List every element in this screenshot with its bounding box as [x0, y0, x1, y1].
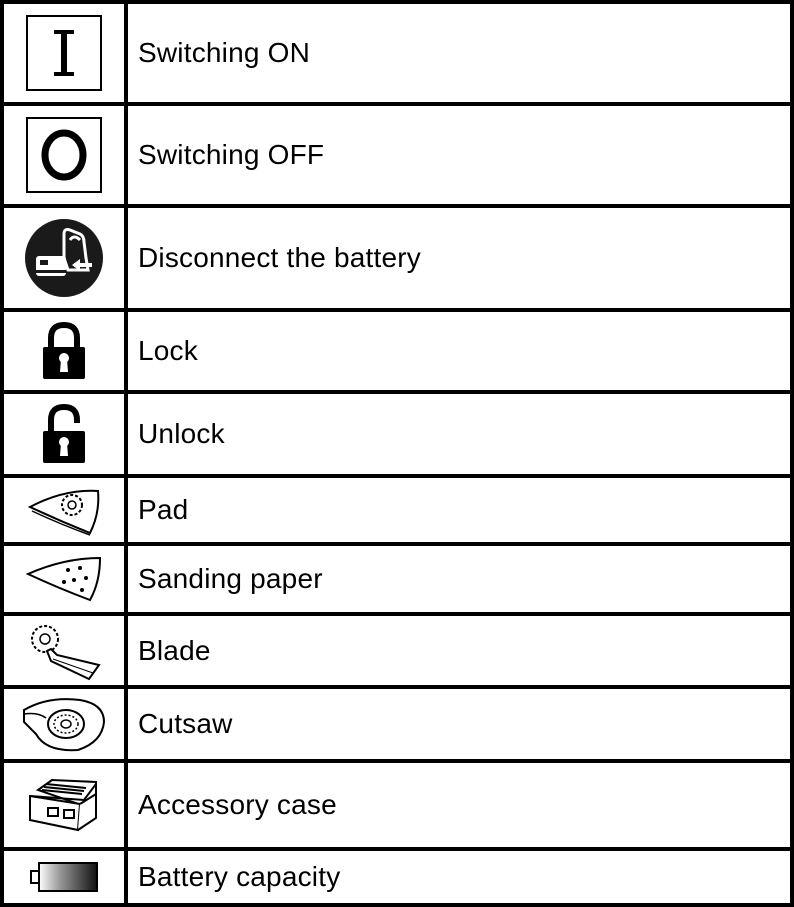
power-off-icon: [26, 117, 102, 193]
icon-cell: [2, 476, 126, 544]
table-row: [2, 687, 792, 761]
pad-icon: [24, 483, 104, 537]
table-row: [2, 392, 792, 476]
icon-cell: [2, 849, 126, 905]
power-on-icon: [26, 15, 102, 91]
icon-cell: [2, 206, 126, 310]
unlock-icon: [41, 403, 87, 465]
table-row: [2, 544, 792, 614]
symbol-label: Pad: [126, 476, 792, 544]
symbol-label: Unlock: [126, 392, 792, 476]
symbol-label: Disconnect the battery: [126, 206, 792, 310]
symbol-label: Blade: [126, 614, 792, 687]
symbol-label: Sanding paper: [126, 544, 792, 614]
table-row: [2, 104, 792, 206]
symbol-label: Accessory case: [126, 761, 792, 849]
cutsaw-icon: [18, 694, 110, 754]
accessory-case-icon: [24, 772, 104, 838]
blade-icon: [23, 621, 105, 681]
table-row: [2, 310, 792, 392]
table-row: [2, 761, 792, 849]
symbol-label: Battery capacity: [126, 849, 792, 905]
lock-icon: [41, 321, 87, 381]
disconnect-battery-icon: [24, 218, 104, 298]
table-row: [2, 614, 792, 687]
icon-cell: [2, 761, 126, 849]
table-row: [2, 206, 792, 310]
icon-cell: [2, 544, 126, 614]
icon-cell: [2, 687, 126, 761]
icon-cell: [2, 310, 126, 392]
icon-cell: [2, 2, 126, 104]
table-row: [2, 2, 792, 104]
battery-capacity-icon: [29, 860, 99, 894]
table-row: [2, 476, 792, 544]
symbol-label: Switching ON: [126, 2, 792, 104]
symbol-label: Switching OFF: [126, 104, 792, 206]
symbol-label: Lock: [126, 310, 792, 392]
icon-cell: [2, 104, 126, 206]
icon-cell: [2, 392, 126, 476]
symbol-label: Cutsaw: [126, 687, 792, 761]
sanding-paper-icon: [24, 552, 104, 606]
table-row: [2, 849, 792, 905]
icon-cell: [2, 614, 126, 687]
